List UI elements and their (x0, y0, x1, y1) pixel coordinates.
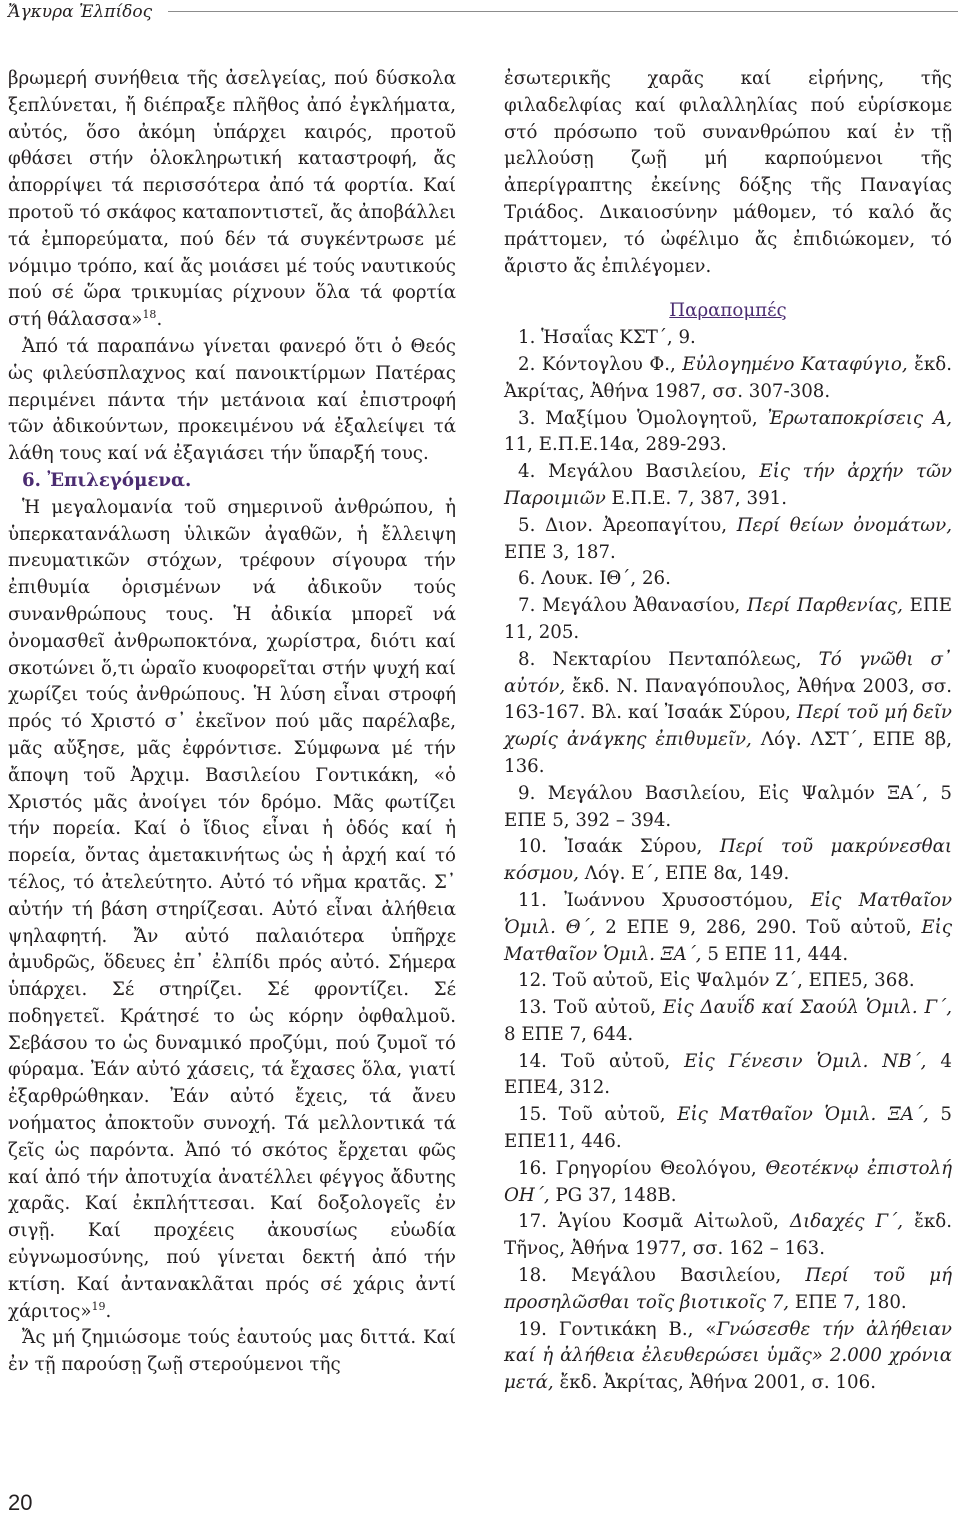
reference-item (504, 1317, 952, 1397)
reference-text: 5 ΕΠΕ11, 446. (504, 1104, 953, 1153)
reference-text: 5. Διον. Ἀρεοπαγίτου, (518, 514, 737, 536)
reference-text: 1. Ἡσαΐας ΚΣΤ΄, 9. (518, 327, 696, 349)
references-title: Παραπομπές (669, 300, 787, 322)
reference-text: 6. Λουκ. ΙΘ΄, 26. (518, 568, 671, 590)
reference-text: Λόγ. Ε΄, ΕΠΕ 8α, 149. (578, 863, 790, 885)
footnote-ref: 18 (142, 308, 157, 322)
reference-text: 10. Ἰσαάκ Σύρου, (518, 836, 720, 858)
paragraph-text: . (105, 1300, 112, 1322)
reference-text: PG 37, 148Β. (549, 1184, 677, 1206)
reference-item (504, 1209, 952, 1263)
reference-text: 2 ΕΠΕ 9, 286, 290. Τοῦ αὐτοῦ, (595, 916, 922, 938)
reference-text: ΕΠΕ 3, 187. (504, 541, 616, 563)
reference-title: Περί τοῦ μή δεῖν χωρίς ἀνάγκης ἐπιθυμεῖν, (504, 702, 952, 751)
reference-title: Εἰς Ματθαῖον Ὁμιλ. Θ΄, (504, 889, 952, 938)
reference-text: 2. Κόντογλου Φ., (518, 353, 683, 375)
reference-item (504, 593, 952, 647)
paragraph (8, 495, 456, 1326)
right-column (504, 66, 952, 1397)
reference-title: Ἐρωταποκρίσεις Α, (767, 407, 952, 429)
page-number: 20 (8, 1490, 33, 1515)
paragraph: Ἄς μή ζημιώσομε τούς ἑαυτούς μας διττά. Καί ἐν τῇ παρούσῃ ζωῇ στερούμενοι τῆς (8, 1327, 456, 1376)
paragraph-text: Ἡ μεγαλομανία τοῦ σημερινοῦ ἀνθρώπου, ἡ ὑπερκατανάλωση ὑλικῶν ἀγαθῶν, ἡ ἔλλειψη πνευματικῶν στόχων, τρέφουν σίγουρα τήν ἐπιθυμία ὁρισμένων νά ἀδικοῦν τούς συνανθρώπους τους. Ἡ ἀδικία μπορεῖ νά ὀνομασθεῖ ἀνθρωποκτόνα, χωρίστρα, διότι καί σκοτώνει ὅ,τι ὡραῖο κυοφορεῖται στήν ψυχή καί χωρίζει τούς ἀνθρώπους. Ἡ λύση εἶναι στροφή πρός τό Χριστό σ᾽ ἐκεῖνον πού μᾶς παρέλαβε, μᾶς αὔξησε, μᾶς ἐφρόντισε. Σύμφωνα μέ τήν ἄποψη τοῦ Ἀρχιμ. Βασιλείου Γοντικάκη, «ὁ Χριστός μᾶς ἀνοίγει τόν δρόμο. Μᾶς φωτίζει τήν πορεία. Καί ὁ ἴδιος εἶναι ἡ ὁδός καί ἡ πορεία, ὄντας ἀμετακινήτως ὡς ἡ ἀρχή καί τό τέλος, τό ἀτελεύτητο. Αὐτό τό νῆμα κρατᾶς. Σ᾽ αὐτήν τή βάση στηρίζεσαι. Αὐτό εἶναι ἀλήθεια ψηλαφητή. Ἄν αὐτό παλαιότερα ὑπῆρχε ἀμυδρῶς, ὅδευες ἐπ᾽ ἐλπίδι πρός αὐτό. Σήμερα ὑπάρχει. Σέ στηρίζει. Σέ φροντίζει. Σέ ποδηγετεῖ. Κράτησέ το ὡς κόρην ὀφθαλμοῦ. Σεβάσου το ὡς δυναμικό προζύμι, πού ζυμοῖ τό φύραμα. Ἐάν αὐτό χάσεις, τά ἔχασες ὅλα, γιατί ἐξαρθρώθηκαν. Ἐάν αὐτό ἔχεις, τά ἄνευ νοήματος ἀποκτοῦν συνοχή. Τά μελλοντικά τά ζεῖς ὡς παρόντα. Ἀπό τό σκότος ἔρχεται φῶς καί ἀπό τήν ἀποτυχία ἀνατέλλει φέγγος ἄδυτης χαρᾶς. Καί ἐκπλήττεσαι. Καί δοξολογεῖς ἐν σιγῇ. Καί προχέεις ἀκουσίως εὐωδία εὐγνωμοσύνης, πού γίνεται δεκτή ἀπό τήν κτίση. Καί ἀντανακλᾶται πρός σέ χάρις ἀντί χάριτος» (8, 496, 456, 1322)
reference-text: 19. Γοντικάκη Β., « (518, 1318, 717, 1340)
reference-text: Λόγ. ΛΣΤ΄, ΕΠΕ 8β, 136. (504, 729, 952, 777)
reference-text: 15. Τοῦ αὐτοῦ, (518, 1104, 678, 1126)
reference-text: 13. Τοῦ αὐτοῦ, (518, 997, 663, 1019)
reference-title: Περί τοῦ μακρύνεσθαι κόσμου, (504, 836, 952, 885)
reference-text: 11, Ε.Π.Ε.14α, 289-293. (504, 434, 727, 456)
reference-item (504, 647, 952, 781)
reference-text: 12. Τοῦ αὐτοῦ, Εἰς Ψαλμόν Ζ΄, ΕΠΕ5, 368. (518, 970, 915, 992)
paragraph: ἐσωτερικῆς χαρᾶς καί εἰρήνης, τῆς φιλαδελφίας καί φιλαλληλίας πού εὑρίσκομε στό πρόσωπο τοῦ συνανθρώπου καί ἐν τῇ μελλούσῃ ζωῇ μή καρπούμενοι τῆς ἀπερίγραπτης ἐκείνης δόξης τῆς Παναγίας Τριάδος. Δικαιοσύνην μάθομεν, τό καλό ἄς πράττομεν, τό ὠφέλιμο ἄς ἐπιδιώκομεν, τό ἄριστο ἄς ἐπιλέγομεν. (504, 68, 952, 277)
paragraph-text: . (156, 309, 163, 331)
reference-title: Περί Παρθενίας, (746, 595, 903, 617)
reference-title: Εἰς Ματθαῖον Ὁμιλ. ΞΑ΄, (504, 916, 952, 965)
reference-title: Εὐλογημένο Καταφύγιο, (682, 353, 908, 375)
reference-title: Θεοτέκνῳ ἐπιστολή ΟΗ΄, (504, 1157, 953, 1206)
reference-text: 8. Νεκταρίου Πενταπόλεως, (518, 648, 819, 670)
reference-text: Ε.Π.Ε. 7, 387, 391. (605, 487, 787, 509)
reference-item (504, 325, 952, 352)
reference-text: 14. Τοῦ αὐτοῦ, (518, 1050, 685, 1072)
reference-text: ἔκδ. Ν. Παναγόπουλος, Ἀθήνα 2003, σσ. 163-167. Βλ. καί Ἰσαάκ Σύρου, (504, 675, 952, 724)
reference-text: 5 ΕΠΕ 11, 444. (701, 943, 849, 965)
footnote-ref: 19 (91, 1299, 106, 1313)
reference-item (504, 888, 952, 968)
reference-text: ἔκδ. Ἀκρίτας, Ἀθήνα 1987, σσ. 307-308. (504, 353, 953, 402)
reference-text: 11. Ἰωάννου Χρυσοστόμου, (518, 889, 811, 911)
reference-text: 8 ΕΠΕ 7, 644. (504, 1023, 634, 1045)
reference-title: Περί τοῦ μή προσηλῶσθαι τοῖς βιοτικοῖς 7, (504, 1265, 952, 1313)
header-rule (168, 11, 958, 12)
reference-item (504, 1049, 952, 1103)
reference-title: Εἰς Δαυΐδ καί Σαούλ Ὁμιλ. Γ΄, (662, 997, 953, 1019)
reference-item (504, 406, 952, 460)
reference-item (504, 566, 952, 593)
reference-item (504, 781, 952, 835)
reference-text: 4. Μεγάλου Βασιλείου, (518, 461, 760, 483)
reference-text: 18. Μεγάλου Βασιλείου, (518, 1265, 806, 1287)
reference-item (504, 1156, 952, 1210)
reference-title: Τό γνῶθι σ᾽ αὐτόν, (504, 648, 952, 697)
left-column (8, 66, 456, 1379)
reference-item (504, 968, 952, 995)
reference-text: 7. Μεγάλου Ἀθανασίου, (518, 595, 747, 617)
reference-title: Εἰς τήν ἀρχήν τῶν Παροιμιῶν (504, 461, 952, 509)
paragraph: Ἀπό τά παραπάνω γίνεται φανερό ὅτι ὁ Θεός ὡς φιλεύσπλαχνος καί πανοικτίρμων Πατέρας περιμένει πάντα τήν μετάνοια καί ἐπιστροφή τῶν ἀδικούντων, προκειμένου νά ἐξαλείψει τά λάθη τους καί νά ἐξαγιάσει τήν ὕπαρξή τους. (8, 335, 456, 465)
section-heading: 6. Ἐπιλεγόμενα. (22, 469, 192, 491)
paragraph (8, 66, 456, 334)
references-list (504, 325, 952, 1397)
reference-item (504, 513, 952, 567)
reference-text: 3. Μαξίμου Ὁμολογητοῦ, (518, 407, 768, 429)
reference-text: 17. Ἁγίου Κοσμᾶ Αἰτωλοῦ, (518, 1211, 790, 1233)
reference-text: 16. Γρηγορίου Θεολόγου, (518, 1157, 766, 1179)
reference-text: ἔκδ. Ἀκρίτας, Ἀθήνα 2001, σ. 106. (553, 1372, 876, 1394)
reference-item (504, 1102, 952, 1156)
reference-title: Γνώσεσθε τήν ἀλήθειαν καί ἡ ἀλήθεια ἐλευθερώσει ὑμᾶς» 2.000 χρόνια μετά, (504, 1318, 952, 1394)
reference-text: 4 ΕΠΕ4, 312. (504, 1050, 953, 1099)
reference-text: ἔκδ. Τῆνος, Ἀθήνα 1977, σσ. 162 – 163. (504, 1211, 953, 1260)
reference-item (504, 352, 952, 406)
reference-title: Διδαχές Γ΄, (789, 1211, 904, 1233)
reference-title: Εἰς Γένεσιν Ὁμιλ. ΝΒ΄, (684, 1050, 927, 1072)
reference-item (504, 459, 952, 513)
reference-text: ΕΠΕ 11, 205. (504, 595, 952, 643)
reference-text: ΕΠΕ 7, 180. (789, 1291, 907, 1313)
reference-item (504, 834, 952, 888)
reference-title: Περί θείων ὀνομάτων, (736, 514, 952, 536)
reference-item (504, 1263, 952, 1317)
running-header: Ἄγκυρα Ἐλπίδος (8, 2, 153, 22)
reference-text: 9. Μεγάλου Βασιλείου, Εἰς Ψαλμόν ΞΑ΄, 5 ΕΠΕ 5, 392 – 394. (504, 782, 952, 831)
reference-item (504, 995, 952, 1049)
reference-title: Εἰς Ματθαῖον Ὁμιλ. ΞΑ΄, (677, 1104, 929, 1126)
paragraph-text: βρωμερή συνήθεια τῆς ἀσελγείας, πού δύσκολα ξεπλύνεται, ἤ διέπραξε πλῆθος ἀπό ἐγκλήματα, αὐτός, ὅσο ἀκόμη ὑπάρχει καιρός, προτοῦ φθάσει στήν ὁλοκληρωτική καταστροφή, ἄς ἀπορρίψει τά περισσότερα ἀπό τά φορτία. Καί προτοῦ τό σκάφος καταποντιστεῖ, ἄς ἀποβάλλει τά ἐμπορεύματα, πού δέν τά συγκέντρωσε μέ νόμιμο τρόπο, καί ἄς μοιάσει μέ τούς ναυτικούς πού σέ ὥρα τρικυμίας ρίχνουν ὅλα τά φορτία στή θάλασσα» (8, 68, 456, 331)
